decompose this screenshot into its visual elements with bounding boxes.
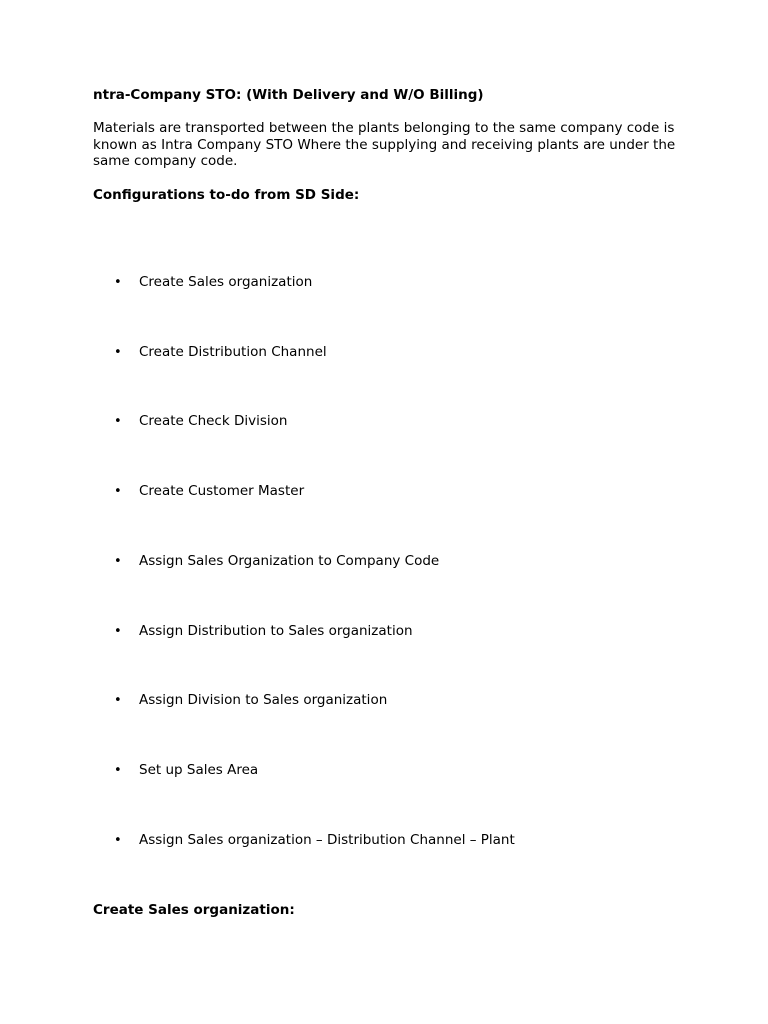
list-item-label: Assign Division to Sales organization: [139, 692, 388, 708]
section-heading: Create Sales organization:: [93, 902, 295, 918]
bullet-icon: •: [114, 763, 122, 778]
list-item: [114, 553, 439, 570]
bullet-icon: •: [114, 833, 122, 848]
list-item-label: Set up Sales Area: [139, 762, 259, 778]
list-item: [114, 762, 258, 779]
document-title: ntra-Company STO: (With Delivery and W/O Billing): [93, 87, 484, 103]
list-item-label: Assign Sales Organization to Company Code: [139, 553, 440, 569]
list-item-label: Create Sales organization: [139, 274, 313, 290]
list-item: [114, 623, 413, 640]
bullet-icon: •: [114, 693, 122, 708]
list-item: [114, 483, 304, 500]
list-item: [114, 692, 387, 709]
list-item: [114, 413, 287, 430]
bullet-icon: •: [114, 554, 122, 569]
list-item: [114, 832, 515, 849]
bullet-icon: •: [114, 484, 122, 499]
list-item-label: Assign Distribution to Sales organization: [139, 623, 413, 639]
bullet-icon: •: [114, 275, 122, 290]
list-item: [114, 274, 312, 291]
list-item-label: Create Check Division: [139, 413, 288, 429]
intro-paragraph: Materials are transported between the plants belonging to the same company code is known as Intra Company STO Where the supplying and receiving plants are under the same company code.: [93, 120, 676, 170]
bullet-icon: •: [114, 414, 122, 429]
list-item-label: Create Customer Master: [139, 483, 305, 499]
list-item-label: Create Distribution Channel: [139, 344, 327, 360]
list-item-label: Assign Sales organization – Distribution Channel – Plant: [139, 832, 515, 848]
list-item: [114, 344, 327, 361]
bullet-icon: •: [114, 624, 122, 639]
config-heading: Configurations to-do from SD Side:: [93, 187, 360, 203]
bullet-icon: •: [114, 345, 122, 360]
